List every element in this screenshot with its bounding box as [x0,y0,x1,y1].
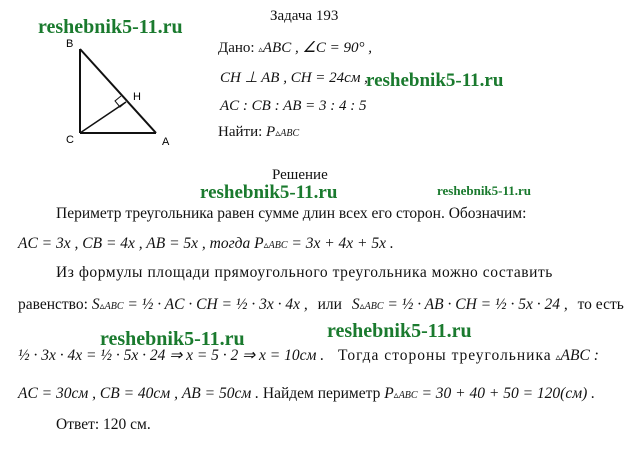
find-line: Найти: P▵ABC [218,124,300,140]
given-line-2: CH ⊥ AB , CH = 24см , [220,70,368,86]
find-value: P [266,124,276,140]
solution-p2-start: равенство: [18,296,88,313]
solution-p2-eq2: = ½ · AB · CH = ½ · 5x · 24 , [387,296,568,313]
watermark-solution-right: reshebnik5-11.ru [437,183,532,198]
watermark-mid-right: reshebnik5-11.ru [327,320,472,342]
solution-heading: Решение [272,167,328,183]
watermark-top: reshebnik5-11.ru [38,16,183,38]
solution-p1-formula: AC = 3x , CB = 4x , AB = 5x , тогда [18,235,251,252]
solution-p2: Из формулы площади прямоугольного треугольника можно составить [56,264,553,281]
solution-p4-result: = 30 + 40 + 50 = 120(см) . [421,385,596,402]
solution-p2-or: или [317,296,342,313]
side-ba [80,49,156,133]
solution-p1: Периметр треугольника равен сумме длин всех его сторон. Обозначим: [56,205,527,222]
solution-p2-equality-line: равенство: S▵ABC = ½ · AC · CH = ½ · 3x · 4x , или S▵ABC = ½ · AB · CH = ½ · 5x · 24 , то есть [18,296,624,313]
vertex-c-label: C [66,134,74,146]
given-line-3: AC : CB : AB = 3 : 4 : 5 [220,98,367,114]
task-title: Задача 193 [270,8,339,24]
watermark-mid-left: reshebnik5-11.ru [100,328,245,350]
triangle-figure [60,35,180,150]
given-triangle: ABC , ∠C = 90° , [262,40,373,56]
given-line-1: Дано: ▵ABC , ∠C = 90° , [218,40,373,56]
vertex-h-label: H [133,91,141,103]
given-label: Дано: [218,40,255,56]
watermark-solution-left: reshebnik5-11.ru [200,182,338,203]
solution-p2-end: то есть [577,296,624,313]
solution-p4-line: AC = 30см , CB = 40см , AB = 50см . Найдем периметр P▵ABC = 30 + 40 + 50 = 120(см) . [18,385,596,402]
find-sub: ABC [280,128,300,139]
vertex-a-label: A [162,136,170,148]
solution-p3-line: ½ · 3x · 4x = ½ · 5x · 24 ⇒ x = 5 · 2 ⇒ x = 10см . Тогда стороны треугольника ▵ABC : [18,347,599,364]
solution-p4-sides: AC = 30см , CB = 40см , AB = 50см . [18,385,259,402]
solution-p3-eq: · 3x · 4x = ½ · 5x · 24 ⇒ x = 5 · 2 ⇒ x = 10см . [33,347,325,364]
solution-p1-perimeter: = 3x + 4x + 5x . [291,235,394,252]
solution-p3-abc: ABC : [560,347,599,364]
solution-p2-eq1: = ½ · AC · CH = ½ · 3x · 4x , [127,296,308,313]
solution-answer: Ответ: 120 см. [56,416,151,433]
solution-p1-formula-line: AC = 3x , CB = 4x , AB = 5x , тогда P▵ABC = 3x + 4x + 5x . [18,235,394,252]
watermark-given: reshebnik5-11.ru [366,70,504,91]
solution-p3-text: Тогда стороны треугольника [338,347,552,364]
find-label: Найти: [218,124,263,140]
vertex-b-label: B [66,38,74,50]
solution-p4-text: Найдем периметр [262,385,381,402]
